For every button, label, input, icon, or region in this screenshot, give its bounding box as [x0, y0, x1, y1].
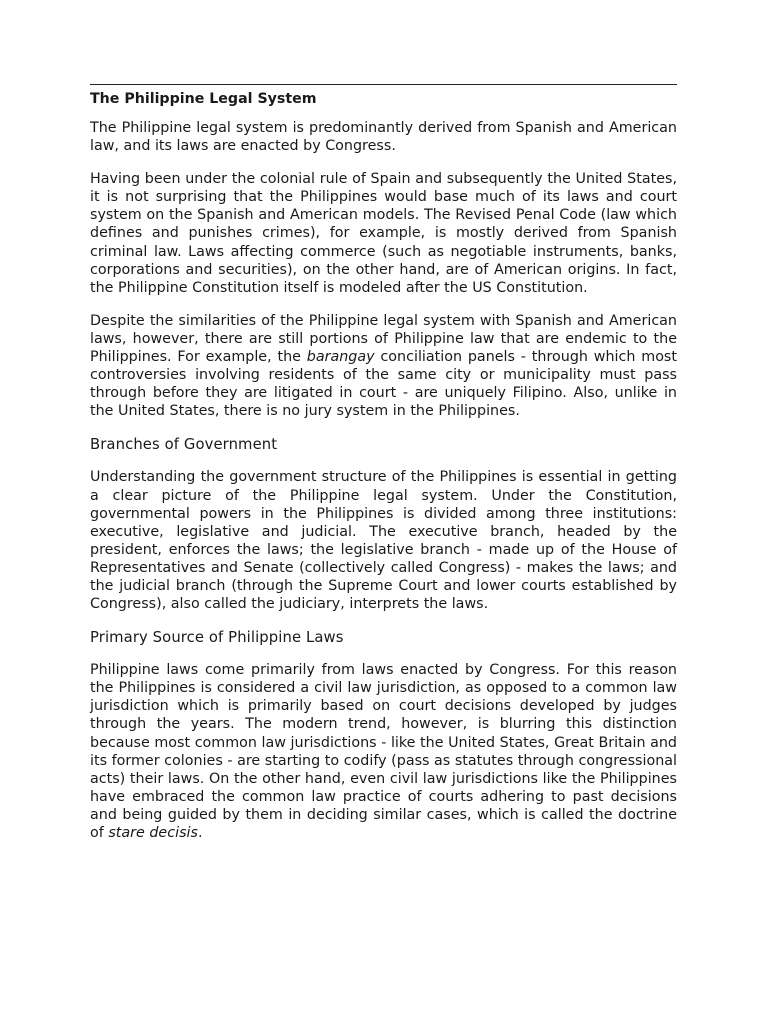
- intro-paragraph: The Philippine legal system is predominantly derived from Spanish and American law, and its laws are enacted by Congress.: [90, 120, 677, 155]
- sources-text-after: .: [197, 825, 203, 841]
- sources-paragraph: [90, 661, 677, 842]
- sources-text-before: Philippine laws come primarily from laws enacted by Congress. For this reason the Philippines is considered a civil law jurisdiction, as opposed to a common law jurisdiction which is primarily based on court decisions developed by judges through the years. The modern trend, however, is blurring this distinction because most common law jurisdictions - like the United States, Great Britain and its former colonies - are starting to codify (pass as statutes through congressional acts) their laws. On the other hand, even civil law jurisdictions like the Philippines have embraced the common law practice of courts adhering to past decisions and being guided by them in deciding similar cases, which is called the doctrine of: [90, 662, 677, 841]
- sources-heading: Primary Source of Philippine Laws: [90, 629, 344, 647]
- document-title: The Philippine Legal System: [90, 91, 317, 107]
- endemic-text-before: Despite the similarities of the Philippine legal system with Spanish and American laws, however, there are still portions of Philippine law that are endemic to the Philippines. For example, the: [90, 312, 677, 366]
- top-rule: [90, 84, 677, 85]
- branches-paragraph: Understanding the government structure of the Philippines is essential in getting a clear picture of the Philippine legal system. Under the Constitution, governmental powers in the Philippines is divided among three institutions: executive, legislative and judicial. The executive branch, headed by the president, enforces the laws; the legislative branch - made up of the House of Representatives and Senate (collectively called Congress) - makes the laws; and the judicial branch (through the Supreme Court and lower courts established by Congress), also called the judiciary, interprets the laws.: [90, 469, 677, 613]
- endemic-text-after: conciliation panels - through which most controversies involving residents of the same city or municipality must pass through before they are litigated in court - are uniquely Filipino. Also, unlike in the United States, there is no jury system in the Philippines.: [90, 349, 677, 420]
- branches-heading: Branches of Government: [90, 436, 278, 454]
- stare-decisis-term: stare decisis: [108, 825, 198, 841]
- colonial-history-paragraph: Having been under the colonial rule of Spain and subsequently the United States, it is not surprising that the Philippines would base much of its laws and court system on the Spanish and American models. The Revised Penal Code (law which defines and punishes crimes), for example, is mostly derived from Spanish criminal law. Laws affecting commerce (such as negotiable instruments, banks, corporations and securities), on the other hand, are of American origins. In fact, the Philippine Constitution itself is modeled after the US Constitution.: [90, 171, 677, 296]
- endemic-law-paragraph: [90, 312, 677, 421]
- barangay-term: barangay: [306, 349, 375, 366]
- document-page: [90, 84, 677, 857]
